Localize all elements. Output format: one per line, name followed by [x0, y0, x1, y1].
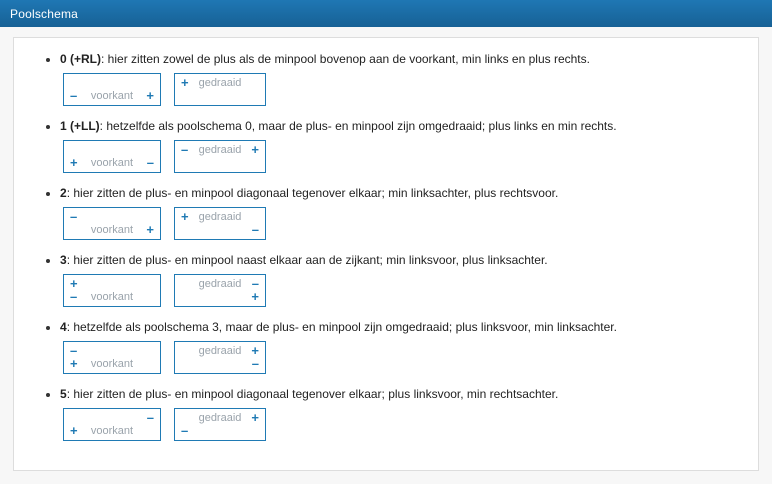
- rotated-view-label: gedraaid: [198, 211, 242, 223]
- list-item: [60, 387, 748, 441]
- front-view-label: voorkant: [90, 358, 134, 370]
- rotated-view-box: [174, 73, 266, 106]
- pole-bottom-right: –: [146, 155, 154, 170]
- pole-bottom-left: +: [70, 356, 78, 371]
- pole-bottom-left: +: [70, 155, 78, 170]
- window-title: Poolschema: [10, 6, 79, 21]
- front-view-label: voorkant: [90, 425, 134, 437]
- front-view-label: voorkant: [90, 90, 134, 102]
- rotated-view-box: [174, 274, 266, 307]
- diagram-group: [63, 73, 748, 106]
- pole-bottom-right: –: [251, 356, 259, 371]
- list-item: [60, 320, 748, 374]
- pole-bottom-right: +: [146, 222, 154, 237]
- pole-bottom-left: –: [70, 289, 78, 304]
- rotated-view-label: gedraaid: [198, 278, 242, 290]
- rotated-view-label: gedraaid: [198, 345, 242, 357]
- rotated-view-box: [174, 341, 266, 374]
- pole-bottom-right: +: [146, 88, 154, 103]
- list-item: [60, 253, 748, 307]
- pole-bottom-right: +: [251, 289, 259, 304]
- schema-description: [60, 320, 748, 335]
- front-view-box: [63, 140, 161, 173]
- schema-panel: [13, 37, 759, 471]
- pole-top-right: +: [251, 142, 259, 157]
- schema-body: : hier zitten zowel de plus als de minpool bovenop aan de voorkant, min links en plus rechts.: [101, 52, 590, 66]
- pole-top-left: +: [181, 75, 189, 90]
- front-view-label: voorkant: [90, 291, 134, 303]
- pole-top-left: –: [70, 343, 78, 358]
- schema-prefix: 5: [60, 387, 67, 401]
- rotated-view-box: [174, 408, 266, 441]
- front-view-label: voorkant: [90, 224, 134, 236]
- schema-body: : hier zitten de plus- en minpool diagonaal tegenover elkaar; plus linksvoor, min rechtsachter.: [66, 387, 559, 401]
- front-view-box: [63, 341, 161, 374]
- schema-description: [60, 119, 748, 134]
- schema-body: : hier zitten de plus- en minpool diagonaal tegenover elkaar; min linksachter, plus rechtsvoor.: [66, 186, 559, 200]
- schema-prefix: 0 (+RL): [60, 52, 102, 66]
- front-view-box: [63, 408, 161, 441]
- diagram-group: [63, 341, 748, 374]
- pole-bottom-left: +: [70, 423, 78, 438]
- pole-top-right: +: [251, 410, 259, 425]
- pole-top-right: +: [251, 343, 259, 358]
- pole-top-left: +: [70, 276, 78, 291]
- pole-top-right: –: [251, 276, 259, 291]
- pole-bottom-left: –: [181, 423, 189, 438]
- diagram-group: [63, 408, 748, 441]
- schema-description: [60, 387, 748, 402]
- pole-top-right: –: [146, 410, 154, 425]
- poolschema-list: [24, 52, 748, 441]
- rotated-view-box: [174, 140, 266, 173]
- schema-prefix: 2: [60, 186, 67, 200]
- diagram-group: [63, 207, 748, 240]
- rotated-view-label: gedraaid: [198, 412, 242, 424]
- pole-top-left: +: [181, 209, 189, 224]
- schema-description: [60, 52, 748, 67]
- list-item: [60, 52, 748, 106]
- schema-prefix: 4: [60, 320, 67, 334]
- list-item: [60, 186, 748, 240]
- rotated-view-label: gedraaid: [198, 77, 242, 89]
- schema-description: [60, 253, 748, 268]
- schema-description: [60, 186, 748, 201]
- pole-bottom-left: –: [70, 88, 78, 103]
- content-area: [0, 27, 772, 484]
- schema-prefix: 3: [60, 253, 67, 267]
- front-view-label: voorkant: [90, 157, 134, 169]
- schema-body: : hier zitten de plus- en minpool naast elkaar aan de zijkant; min linksvoor, plus linksachter.: [66, 253, 548, 267]
- pole-bottom-right: –: [251, 222, 259, 237]
- rotated-view-box: [174, 207, 266, 240]
- front-view-box: [63, 73, 161, 106]
- schema-body: : hetzelfde als poolschema 0, maar de plus- en minpool zijn omgedraaid; plus links en min rechts.: [99, 119, 617, 133]
- schema-prefix: 1 (+LL): [60, 119, 100, 133]
- list-item: [60, 119, 748, 173]
- front-view-box: [63, 207, 161, 240]
- diagram-group: [63, 274, 748, 307]
- pole-top-left: –: [181, 142, 189, 157]
- diagram-group: [63, 140, 748, 173]
- schema-body: : hetzelfde als poolschema 3, maar de plus- en minpool zijn omgedraaid; plus linksvoor, min linksachter.: [66, 320, 617, 334]
- front-view-box: [63, 274, 161, 307]
- rotated-view-label: gedraaid: [198, 144, 242, 156]
- window-titlebar: [0, 0, 772, 27]
- pole-top-left: –: [70, 209, 78, 224]
